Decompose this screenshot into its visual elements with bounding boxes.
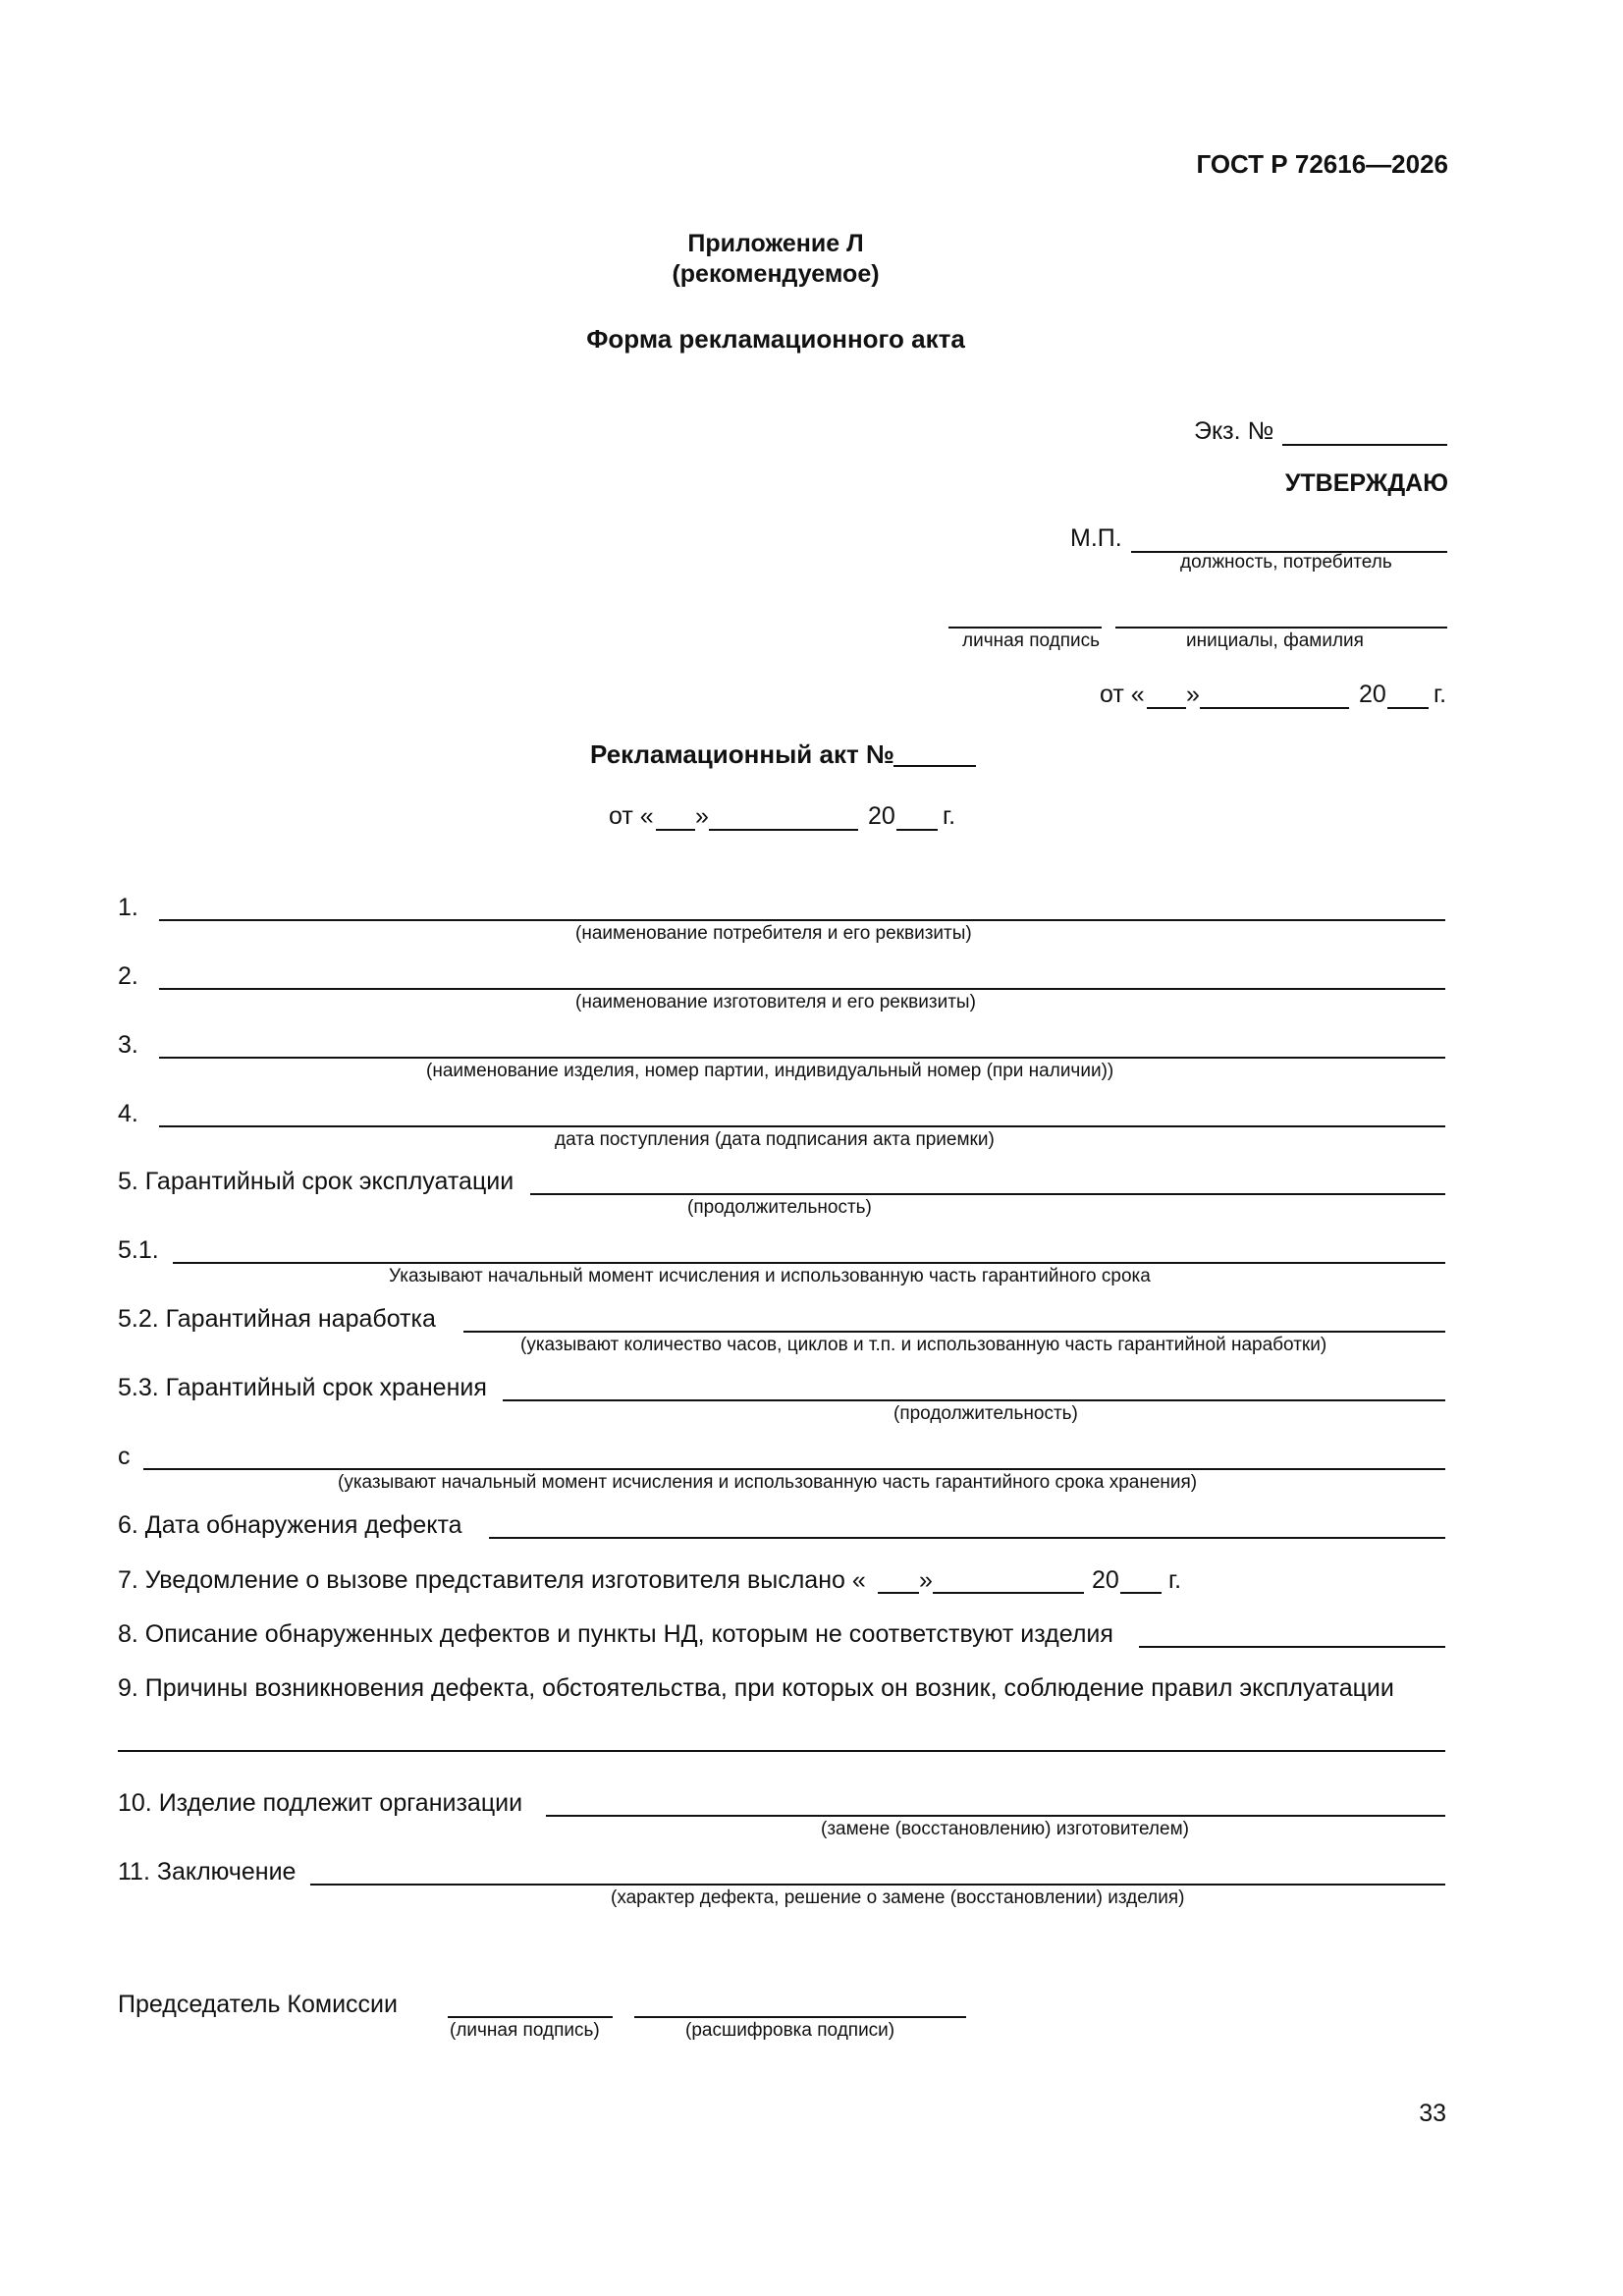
item-10-line xyxy=(546,1815,1445,1817)
act-date-year: 20 xyxy=(868,802,895,830)
chairman-signature-line xyxy=(448,2016,613,2018)
item-7-year: 20 xyxy=(1092,1566,1119,1594)
item-11-label: 11. Заключение xyxy=(118,1858,297,1886)
appendix-status: (рекомендуемое) xyxy=(672,260,880,288)
approval-date-quote: » xyxy=(1186,681,1200,708)
item-10-label: 10. Изделие подлежит организации xyxy=(118,1789,523,1817)
approval-month-line xyxy=(1200,707,1349,709)
act-number-line xyxy=(893,765,976,767)
item-1-caption: (наименование потребителя и его реквизиты) xyxy=(575,923,972,944)
signature-caption: личная подпись xyxy=(962,630,1101,651)
item-2-number: 2. xyxy=(118,962,138,990)
item-11-line xyxy=(310,1884,1445,1886)
approval-date-year: 20 xyxy=(1359,681,1386,708)
item-5-3-line xyxy=(503,1399,1445,1401)
item-5-3-label: 5.3. Гарантийный срок хранения xyxy=(118,1374,487,1401)
approval-year-line xyxy=(1387,707,1429,709)
act-date-quote: » xyxy=(695,802,709,830)
item-8-line xyxy=(1139,1646,1445,1648)
item-5-1-number: 5.1. xyxy=(118,1236,159,1264)
item-7-day-line xyxy=(878,1592,919,1594)
item-11-caption: (характер дефекта, решение о замене (восстановлении) изделия) xyxy=(611,1887,1185,1908)
item-9-line xyxy=(118,1750,1445,1752)
chairman-signature-caption: (личная подпись) xyxy=(450,2020,600,2041)
position-caption: должность, потребитель xyxy=(1180,552,1392,573)
item-9-label: 9. Причины возникновения дефекта, обстоятельства, при которых он возник, соблюдение правил эксплуатации xyxy=(118,1674,1394,1702)
copy-number-label: Экз. № xyxy=(1194,417,1274,445)
item-7-g: г. xyxy=(1168,1566,1182,1594)
act-day-line xyxy=(656,829,695,831)
item-7-quote: » xyxy=(919,1566,933,1594)
chairman-name-caption: (расшифровка подписи) xyxy=(685,2020,895,2041)
act-month-line xyxy=(709,829,858,831)
item-4-number: 4. xyxy=(118,1100,138,1127)
copy-number-line xyxy=(1282,444,1447,446)
item-7-label: 7. Уведомление о вызове представителя изготовителя выслано « xyxy=(118,1566,866,1594)
item-5-label: 5. Гарантийный срок эксплуатации xyxy=(118,1168,514,1195)
approval-date-from: от « xyxy=(1100,681,1145,708)
form-title: Форма рекламационного акта xyxy=(586,324,965,354)
item-3-line xyxy=(159,1057,1445,1059)
act-date-from: от « xyxy=(609,802,654,830)
item-4-caption: дата поступления (дата подписания акта приемки) xyxy=(555,1129,995,1150)
storage-from-caption: (указывают начальный момент исчисления и использованную часть гарантийного срока хранения) xyxy=(338,1472,1198,1493)
item-5-caption: (продолжительность) xyxy=(687,1197,872,1218)
name-line xyxy=(1115,627,1447,629)
item-8-label: 8. Описание обнаруженных дефектов и пункты НД, которым не соответствуют изделия xyxy=(118,1620,1113,1648)
standard-number: ГОСТ Р 72616—2026 xyxy=(1196,149,1448,179)
chairman-label: Председатель Комиссии xyxy=(118,1991,398,2018)
item-4-line xyxy=(159,1125,1445,1127)
item-2-caption: (наименование изготовителя и его реквизиты) xyxy=(575,992,976,1012)
seal-label: М.П. xyxy=(1070,524,1122,552)
item-5-line xyxy=(530,1193,1445,1195)
act-year-line xyxy=(896,829,938,831)
chairman-name-line xyxy=(634,2016,966,2018)
act-title: Рекламационный акт № xyxy=(590,739,894,769)
item-5-1-line xyxy=(173,1262,1445,1264)
item-10-caption: (замене (восстановлению) изготовителем) xyxy=(821,1819,1189,1839)
appendix-title: Приложение Л xyxy=(687,230,864,257)
approval-day-line xyxy=(1147,707,1186,709)
item-5-1-caption: Указывают начальный момент исчисления и использованную часть гарантийного срока xyxy=(389,1266,1151,1286)
approval-date-g: г. xyxy=(1434,681,1447,708)
item-1-line xyxy=(159,919,1445,921)
item-7-year-line xyxy=(1120,1592,1162,1594)
item-5-2-label: 5.2. Гарантийная наработка xyxy=(118,1305,436,1333)
signature-line xyxy=(948,627,1102,629)
page-number: 33 xyxy=(1419,2100,1446,2127)
item-2-line xyxy=(159,988,1445,990)
item-5-3-caption: (продолжительность) xyxy=(893,1403,1078,1424)
item-3-number: 3. xyxy=(118,1031,138,1059)
item-7-month-line xyxy=(933,1592,1084,1594)
act-date-g: г. xyxy=(943,802,956,830)
item-5-2-caption: (указывают количество часов, циклов и т.п. и использованную часть гарантийной наработки) xyxy=(520,1335,1327,1355)
storage-from-line xyxy=(143,1468,1445,1470)
approve-label: УТВЕРЖДАЮ xyxy=(1284,469,1448,497)
storage-from-label: с xyxy=(118,1443,131,1470)
item-3-caption: (наименование изделия, номер партии, индивидуальный номер (при наличии)) xyxy=(426,1061,1114,1081)
item-1-number: 1. xyxy=(118,894,138,921)
item-6-label: 6. Дата обнаружения дефекта xyxy=(118,1511,462,1539)
name-caption: инициалы, фамилия xyxy=(1186,630,1364,651)
item-5-2-line xyxy=(463,1331,1445,1333)
item-6-line xyxy=(489,1537,1445,1539)
